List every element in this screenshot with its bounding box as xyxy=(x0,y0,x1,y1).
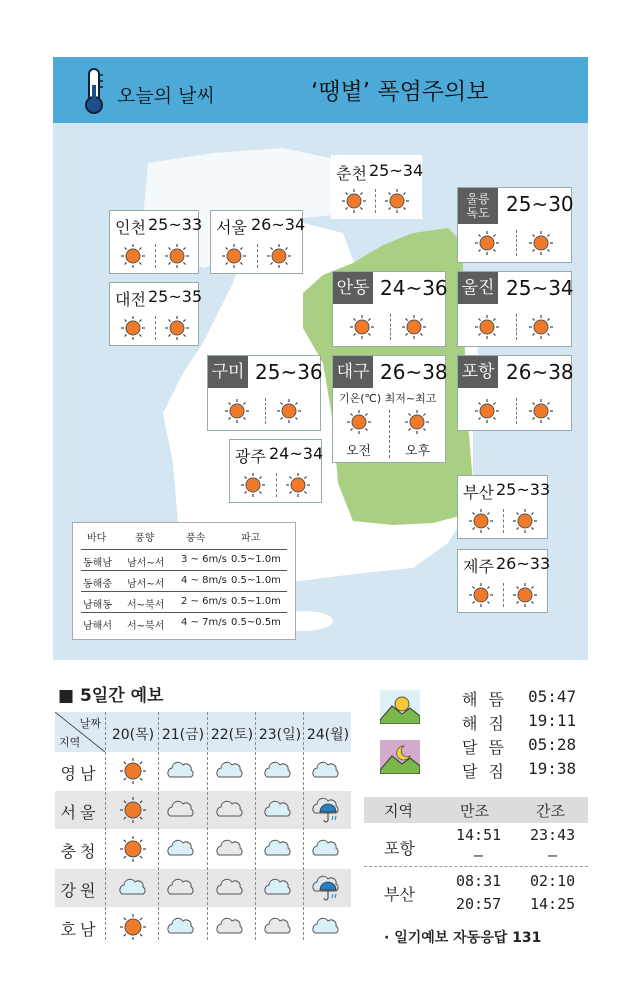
city-temp: 25~34 xyxy=(369,161,424,180)
city-temp: 26~34 xyxy=(251,215,306,234)
am-pm-divider xyxy=(265,398,266,424)
sun-icon xyxy=(474,230,500,256)
sea-cell: 3 ~ 6m/s xyxy=(181,554,227,565)
sun-icon xyxy=(120,315,146,341)
forecast-region: 영남 xyxy=(60,764,100,783)
sea-row xyxy=(81,549,287,570)
sunrise-time: 05:47 xyxy=(528,687,577,706)
tide-header: 지역 xyxy=(384,802,413,820)
cloudy-icon xyxy=(166,795,196,825)
sea-header: 파고 xyxy=(241,533,261,544)
am-pm-divider xyxy=(155,244,156,268)
sun-icon xyxy=(164,315,190,341)
partly-cloudy-icon xyxy=(311,834,341,864)
forecast-header-row xyxy=(55,712,351,752)
sea-cell: 남서~서 xyxy=(127,579,165,590)
am-pm-divider xyxy=(390,314,391,340)
title-today-weather: 오늘의 날씨 xyxy=(117,85,215,107)
forecast-row-seoul xyxy=(55,791,351,829)
city-name: 부산 xyxy=(463,483,494,502)
sun-icon xyxy=(164,243,190,269)
city-temp: 25~33 xyxy=(496,480,551,499)
sun-icon xyxy=(528,398,554,424)
city-incheon xyxy=(109,210,203,274)
am-pm-divider xyxy=(516,230,517,256)
am-pm-divider xyxy=(389,410,390,458)
sun-icon xyxy=(224,398,250,424)
tide-header: 만조 xyxy=(460,802,489,820)
sun-icon xyxy=(118,795,148,825)
tide-low: 14:25 xyxy=(530,895,576,913)
legend-label: 기온(℃) 최저~최고 xyxy=(339,392,437,405)
city-name: 서울 xyxy=(216,218,247,237)
sea-cell: 4 ~ 8m/s xyxy=(181,575,227,586)
tide-high: 14:51 xyxy=(456,826,502,844)
sea-header: 풍속 xyxy=(186,533,206,544)
sea-conditions-table xyxy=(72,522,296,640)
sea-cell: 0.5~1.0m xyxy=(231,554,281,565)
sun-icon xyxy=(512,582,538,608)
pm-label: 오후 xyxy=(405,444,431,459)
sun-icon xyxy=(118,834,148,864)
forecast-title: ■ 5일간 예보 xyxy=(58,686,164,706)
am-pm-divider xyxy=(516,314,517,340)
sea-cell: 남해동 xyxy=(83,600,112,611)
sea-cell: 남해서 xyxy=(83,621,112,632)
sun-icon xyxy=(341,188,367,214)
forecast-day: 22(토) xyxy=(210,727,254,743)
city-daejeon xyxy=(109,282,203,346)
tide-high: 20:57 xyxy=(456,895,502,913)
forecast-day: 21(금) xyxy=(161,727,205,743)
sun-icon xyxy=(285,472,311,498)
am-pm-divider xyxy=(257,244,258,268)
forecast-corner xyxy=(55,712,105,752)
am-pm-divider xyxy=(155,316,156,340)
sun-icon xyxy=(276,398,302,424)
sun-icon xyxy=(401,314,427,340)
city-temp: 25~30 xyxy=(506,192,574,216)
moonset-label: 달 짐 xyxy=(462,762,507,781)
partly-cloudy-icon xyxy=(166,834,196,864)
city-ulleung-dokdo xyxy=(457,187,572,263)
sea-cell: 0.5~1.0m xyxy=(231,596,281,607)
am-label: 오전 xyxy=(346,444,372,459)
city-temp: 25~34 xyxy=(506,276,574,300)
partly-cloudy-icon xyxy=(118,873,148,903)
city-tag: 안동 xyxy=(333,272,373,304)
partly-cloudy-icon xyxy=(263,756,293,786)
sun-icon xyxy=(528,314,554,340)
city-name: 인천 xyxy=(115,218,146,237)
forecast-row-chungcheong xyxy=(55,830,351,868)
city-temp: 25~33 xyxy=(148,215,203,234)
sea-cell: 0.5~1.0m xyxy=(231,575,281,586)
city-tag: 포항 xyxy=(458,356,498,388)
sunrise-label: 해 뜸 xyxy=(462,690,507,709)
city-pohang xyxy=(457,355,572,431)
city-temp: 25~36 xyxy=(255,360,323,384)
city-name: 대전 xyxy=(115,290,146,309)
tide-separator xyxy=(364,866,588,867)
sun-icon xyxy=(118,912,148,942)
city-temp: 24~34 xyxy=(269,444,324,463)
city-name: 광주 xyxy=(235,447,266,466)
city-tag: 구미 xyxy=(208,356,248,388)
partly-cloudy-icon xyxy=(263,834,293,864)
city-uljin xyxy=(457,271,572,347)
city-gwangju xyxy=(229,439,322,503)
sea-row xyxy=(81,612,287,633)
forecast-region: 호남 xyxy=(60,920,100,939)
moonrise-label: 달 뜸 xyxy=(462,738,507,757)
tide-high: 08:31 xyxy=(456,872,502,890)
forecast-row-honam xyxy=(55,908,351,946)
city-tag: 울진 xyxy=(458,272,498,304)
tide-low: 02:10 xyxy=(530,872,576,890)
city-temp: 26~38 xyxy=(380,360,448,384)
sea-cell: 동해중 xyxy=(83,579,112,590)
partly-cloudy-icon xyxy=(263,795,293,825)
panel-header xyxy=(53,57,588,123)
forecast-region: 충청 xyxy=(60,842,100,861)
partly-cloudy-icon xyxy=(311,912,341,942)
tide-region: 부산 xyxy=(384,885,415,904)
city-temp: 25~35 xyxy=(148,287,203,306)
tide-header: 간조 xyxy=(536,802,565,820)
sunrise-sunset-icon xyxy=(380,690,420,724)
city-tag: 대구 xyxy=(333,356,373,388)
sunset-time: 19:11 xyxy=(528,711,577,730)
sun-icon xyxy=(240,472,266,498)
sea-cell: 0.5~0.5m xyxy=(231,617,281,628)
sea-header: 바다 xyxy=(87,533,107,544)
forecast-region: 강원 xyxy=(60,881,100,900)
moonrise-moonset-icon xyxy=(380,740,420,774)
am-pm-divider xyxy=(516,398,517,424)
sun-icon xyxy=(474,398,500,424)
rain-icon xyxy=(311,795,341,825)
sun-icon xyxy=(384,188,410,214)
sun-icon xyxy=(346,409,372,435)
forecast-day: 23(일) xyxy=(258,727,302,743)
sea-header: 풍향 xyxy=(135,533,155,544)
cloudy-icon xyxy=(263,912,293,942)
sea-cell: 2 ~ 6m/s xyxy=(181,596,227,607)
partly-cloudy-icon xyxy=(263,873,293,903)
partly-cloudy-icon xyxy=(166,756,196,786)
sun-icon xyxy=(512,508,538,534)
sun-icon xyxy=(349,314,375,340)
tide-low: 23:43 xyxy=(530,826,576,844)
cloudy-icon xyxy=(166,873,196,903)
sea-cell: 4 ~ 7m/s xyxy=(181,617,227,628)
auto-response-info: · 일기예보 자동응답 131 xyxy=(384,930,542,946)
sun-icon xyxy=(120,243,146,269)
city-temp: 24~36 xyxy=(380,276,448,300)
moonrise-time: 05:28 xyxy=(528,735,577,754)
sun-icon xyxy=(528,230,554,256)
sea-row xyxy=(81,591,287,612)
partly-cloudy-icon xyxy=(166,912,196,942)
cloudy-icon xyxy=(215,834,245,864)
forecast-row-yeongnam xyxy=(55,752,351,790)
tide-header-row xyxy=(364,797,588,823)
cloudy-icon xyxy=(215,873,245,903)
am-pm-divider xyxy=(276,473,277,497)
tide-region: 포항 xyxy=(384,839,415,858)
sun-icon xyxy=(468,508,494,534)
sun-icon xyxy=(221,243,247,269)
sun-icon xyxy=(118,756,148,786)
sea-cell: 서~북서 xyxy=(127,600,165,611)
sunset-label: 해 짐 xyxy=(462,714,507,733)
city-seoul xyxy=(210,210,306,274)
city-gumi xyxy=(207,355,321,431)
forecast-day: 20(목) xyxy=(111,727,155,743)
am-pm-divider xyxy=(503,509,504,533)
am-pm-divider xyxy=(503,583,504,607)
am-pm-divider xyxy=(375,189,376,213)
thermometer-icon xyxy=(79,67,109,115)
corner-region-label: 지역 xyxy=(59,736,81,749)
partly-cloudy-icon xyxy=(311,756,341,786)
sun-icon xyxy=(468,582,494,608)
city-jeju xyxy=(457,549,551,613)
city-busan xyxy=(457,475,551,539)
sea-cell: 남서~서 xyxy=(127,558,165,569)
city-temp: 26~33 xyxy=(496,554,551,573)
tide-low: – xyxy=(548,846,558,864)
city-temp: 26~38 xyxy=(506,360,574,384)
five-day-forecast-table xyxy=(55,712,351,942)
sea-cell: 동해남 xyxy=(83,558,112,569)
sun-icon xyxy=(404,409,430,435)
city-name: 춘천 xyxy=(336,164,367,183)
cloudy-icon xyxy=(215,912,245,942)
city-chuncheon xyxy=(331,155,422,219)
sea-cell: 서~북서 xyxy=(127,621,165,632)
partly-cloudy-icon xyxy=(215,756,245,786)
city-andong xyxy=(332,271,446,347)
sun-icon xyxy=(474,314,500,340)
city-daegu xyxy=(332,355,446,463)
city-name: 제주 xyxy=(463,557,494,576)
sun-icon xyxy=(266,243,292,269)
moonset-time: 19:38 xyxy=(528,759,577,778)
rain-icon xyxy=(311,873,341,903)
corner-date-label: 날짜 xyxy=(79,717,101,730)
forecast-row-gangwon xyxy=(55,869,351,907)
forecast-day: 24(월) xyxy=(306,727,350,743)
city-tag: 울릉 독도 xyxy=(458,188,498,224)
forecast-region: 서울 xyxy=(60,803,100,822)
title-headline: ‘땡볕’ 폭염주의보 xyxy=(311,79,489,105)
sea-row xyxy=(81,570,287,591)
tide-high: – xyxy=(474,846,484,864)
cloudy-icon xyxy=(215,795,245,825)
